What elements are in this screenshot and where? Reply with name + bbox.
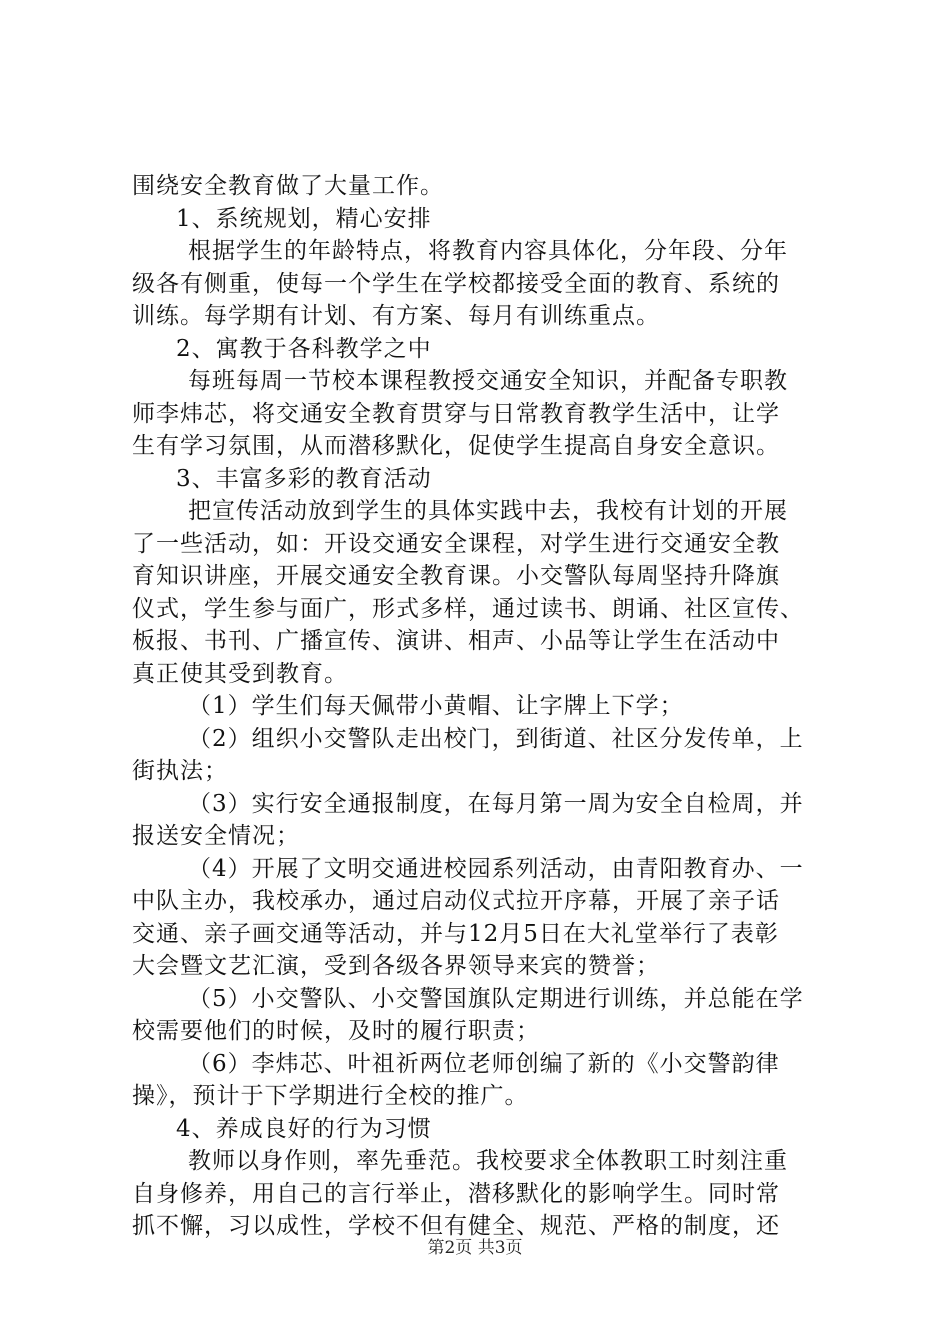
text-line: 育知识讲座，开展交通安全教育课。小交警队每周坚持升降旗 xyxy=(132,563,780,589)
text-line: 把宣传活动放到学生的具体实践中去，我校有计划的开展 xyxy=(188,498,788,524)
text-line: 训练。每学期有计划、有方案、每月有训练重点。 xyxy=(132,303,660,329)
text-line: 了一些活动，如：开设交通安全课程，对学生进行交通安全教 xyxy=(132,530,780,557)
text-line: （2）组织小交警队走出校门，到街道、社区分发传单，上 xyxy=(188,725,804,752)
text-line: 根据学生的年龄特点，将教育内容具体化，分年段、分年 xyxy=(188,238,788,264)
text-line: 级各有侧重，使每一个学生在学校都接受全面的教育、系统的 xyxy=(132,270,780,297)
text-line: 3、丰富多彩的教育活动 xyxy=(176,465,432,492)
text-line: 操》，预计于下学期进行全校的推广。 xyxy=(132,1083,529,1109)
text-line: 每班每周一节校本课程教授交通安全知识，并配备专职教 xyxy=(188,368,788,394)
text-line: 抓不懈，习以成性，学校不但有健全、规范、严格的制度，还 xyxy=(132,1213,780,1239)
text-line: 4、养成良好的行为习惯 xyxy=(176,1115,432,1142)
text-line: （1）学生们每天佩带小黄帽、让字牌上下学； xyxy=(188,693,684,719)
text-line: 自身修养，用自己的言行举止，潜移默化的影响学生。同时常 xyxy=(132,1180,780,1207)
text-line: 大会暨文艺汇演，受到各级各界领导来宾的赞誉； xyxy=(132,953,660,979)
text-line: 校需要他们的时候，及时的履行职责； xyxy=(132,1018,540,1044)
page-footer: 第2页 共3页 xyxy=(427,1238,523,1258)
text-line: 2、寓教于各科教学之中 xyxy=(176,335,432,362)
text-line: 交通、亲子画交通等活动，并与12月5日在大礼堂举行了表彰 xyxy=(132,920,779,947)
text-line: 生有学习氛围，从而潜移默化，促使学生提高自身安全意识。 xyxy=(132,433,780,459)
text-line: 师李炜芯，将交通安全教育贯穿与日常教育教学生活中，让学 xyxy=(132,400,780,427)
text-line: 1、系统规划，精心安排 xyxy=(176,205,432,232)
text-line: （6）李炜芯、叶祖祈两位老师创编了新的《小交警韵律 xyxy=(188,1050,780,1077)
text-line: 街执法； xyxy=(132,758,228,784)
text-line: 围绕安全教育做了大量工作。 xyxy=(132,173,444,199)
document-body xyxy=(132,170,832,1243)
text-line: 中队主办，我校承办，通过启动仪式拉开序幕，开展了亲子话 xyxy=(132,888,780,914)
text-line: （5）小交警队、小交警国旗队定期进行训练，并总能在学 xyxy=(188,985,804,1012)
text-line: 教师以身作则，率先垂范。我校要求全体教职工时刻注重 xyxy=(188,1148,788,1174)
text-line: 仪式，学生参与面广，形式多样，通过读书、朗诵、社区宣传、 xyxy=(132,595,804,622)
text-line: （4）开展了文明交通进校园系列活动，由青阳教育办、一 xyxy=(188,855,804,882)
text-line: （3）实行安全通报制度，在每月第一周为安全自检周，并 xyxy=(188,790,804,817)
text-line: 报送安全情况； xyxy=(132,823,300,849)
text-line: 真正使其受到教育。 xyxy=(132,660,348,687)
text-line: 板报、书刊、广播宣传、演讲、相声、小品等让学生在活动中 xyxy=(132,628,780,654)
